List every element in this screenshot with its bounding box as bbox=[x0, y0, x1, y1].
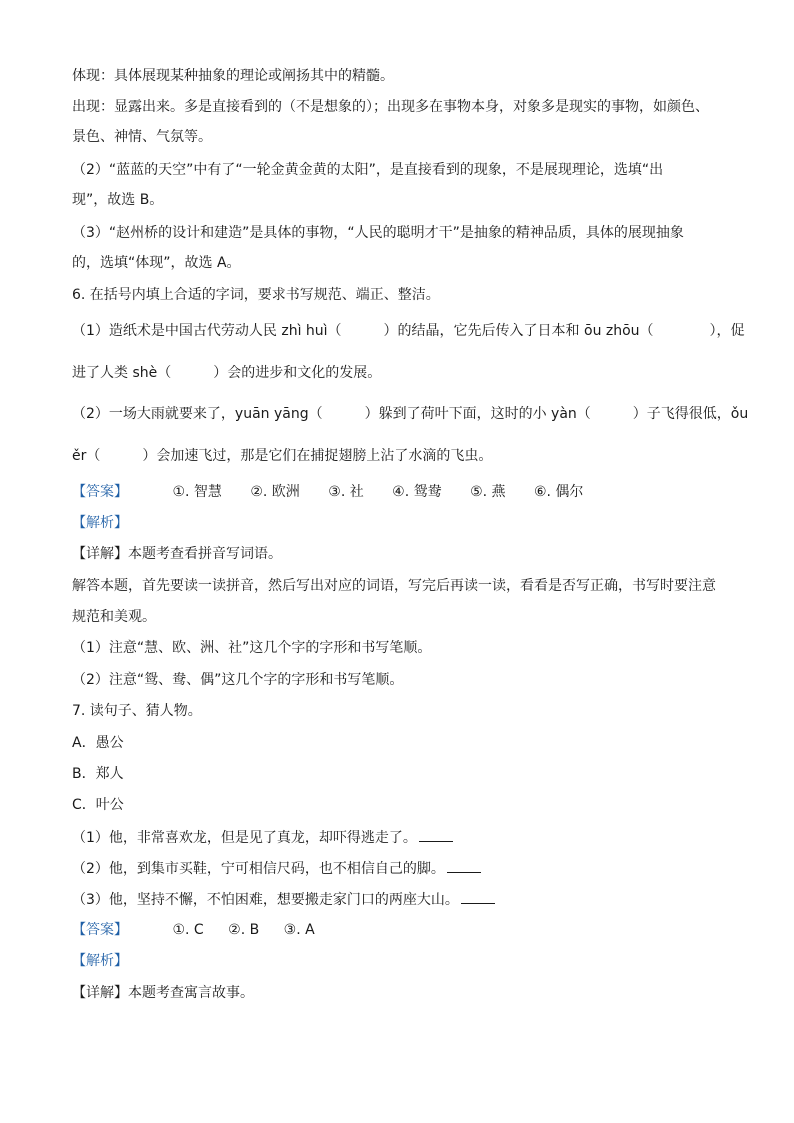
option-c: C．叶公 bbox=[72, 797, 124, 813]
answer-row bbox=[72, 920, 339, 940]
text-line: （2）注意“鸳、鸯、偶”这几个字的字形和书写笔顺。 bbox=[72, 672, 404, 688]
text-line: 景色、神情、气氛等。 bbox=[72, 129, 212, 145]
text-line bbox=[72, 889, 495, 910]
text-line: 【详解】本题考查看拼音写词语。 bbox=[72, 546, 282, 562]
text-line: 解答本题，首先要读一读拼音，然后写出对应的词语，写完后再读一读，看看是否写正确，书写时要注意 bbox=[72, 578, 716, 594]
answer-label: 【答案】 bbox=[72, 922, 128, 938]
answer-item: ④. 鸳鸯 bbox=[392, 484, 442, 500]
text-line: 规范和美观。 bbox=[72, 609, 156, 625]
option-b: B．郑人 bbox=[72, 766, 124, 782]
text-line: 出现：显露出来。多是直接看到的（不是想象的）；出现多在事物本身，对象多是现实的事物，如颜色、 bbox=[72, 99, 709, 115]
answer-item: ①. 智慧 bbox=[172, 484, 222, 500]
text-line: ěr（ ）会加速飞过，那是它们在捕捉翅膀上沾了水滴的飞虫。 bbox=[72, 448, 493, 464]
text-line bbox=[72, 827, 453, 848]
answer-item: ①. C bbox=[172, 922, 204, 938]
answer-item: ③. 社 bbox=[328, 484, 364, 500]
answer-label: 【答案】 bbox=[72, 484, 128, 500]
text-line: （2）一场大雨就要来了，yuān yāng（ ）躲到了荷叶下面，这时的小 yàn（ ）子飞得很低，ǒu bbox=[72, 406, 749, 422]
answer-item: ③. A bbox=[283, 922, 315, 938]
analysis-label: 【解析】 bbox=[72, 515, 128, 531]
text-line: （1）注意“慧、欧、洲、社”这几个字的字形和书写笔顺。 bbox=[72, 640, 432, 656]
question-6-title: 6. 在括号内填上合适的字词，要求书写规范、端正、整洁。 bbox=[72, 287, 440, 303]
answer-item: ②. B bbox=[228, 922, 260, 938]
text-line: 的，选填“体现”，故选 A。 bbox=[72, 255, 241, 271]
text-line: （2）“蓝蓝的天空”中有了“一轮金黄金黄的太阳”，是直接看到的现象，不是展现理论，选填“出 bbox=[72, 162, 664, 178]
text-line: （3）“赵州桥的设计和建造”是具体的事物，“人民的聪明才干”是抽象的精神品质，具体的展现抽象 bbox=[72, 225, 684, 241]
question-7-title: 7. 读句子、猜人物。 bbox=[72, 703, 202, 719]
answer-row bbox=[72, 482, 607, 502]
text-line bbox=[72, 858, 481, 879]
answer-blank bbox=[461, 889, 495, 904]
text-line: 【详解】本题考查寓言故事。 bbox=[72, 985, 254, 1001]
analysis-label: 【解析】 bbox=[72, 953, 128, 969]
text-line: 体现：具体展现某种抽象的理论或阐扬其中的精髓。 bbox=[72, 68, 394, 84]
answer-item: ⑤. 燕 bbox=[470, 484, 506, 500]
text-line: （1）造纸术是中国古代劳动人民 zhì huì（ ）的结晶，它先后传入了日本和 ōu zhōu（ ），促 bbox=[72, 323, 745, 339]
answer-blank bbox=[447, 858, 481, 873]
question-text: （3）他，坚持不懈，不怕困难，想要搬走家门口的两座大山。 bbox=[72, 892, 459, 908]
text-line: 现”，故选 B。 bbox=[72, 192, 164, 208]
question-text: （1）他，非常喜欢龙，但是见了真龙，却吓得逃走了。 bbox=[72, 830, 417, 846]
answer-item: ⑥. 偶尔 bbox=[533, 484, 584, 500]
option-a: A．愚公 bbox=[72, 735, 124, 751]
question-text: （2）他，到集市买鞋，宁可相信尺码，也不相信自己的脚。 bbox=[72, 861, 445, 877]
answer-item: ②. 欧洲 bbox=[250, 484, 300, 500]
answer-blank bbox=[419, 827, 453, 842]
text-line: 进了人类 shè（ ）会的进步和文化的发展。 bbox=[72, 365, 382, 381]
